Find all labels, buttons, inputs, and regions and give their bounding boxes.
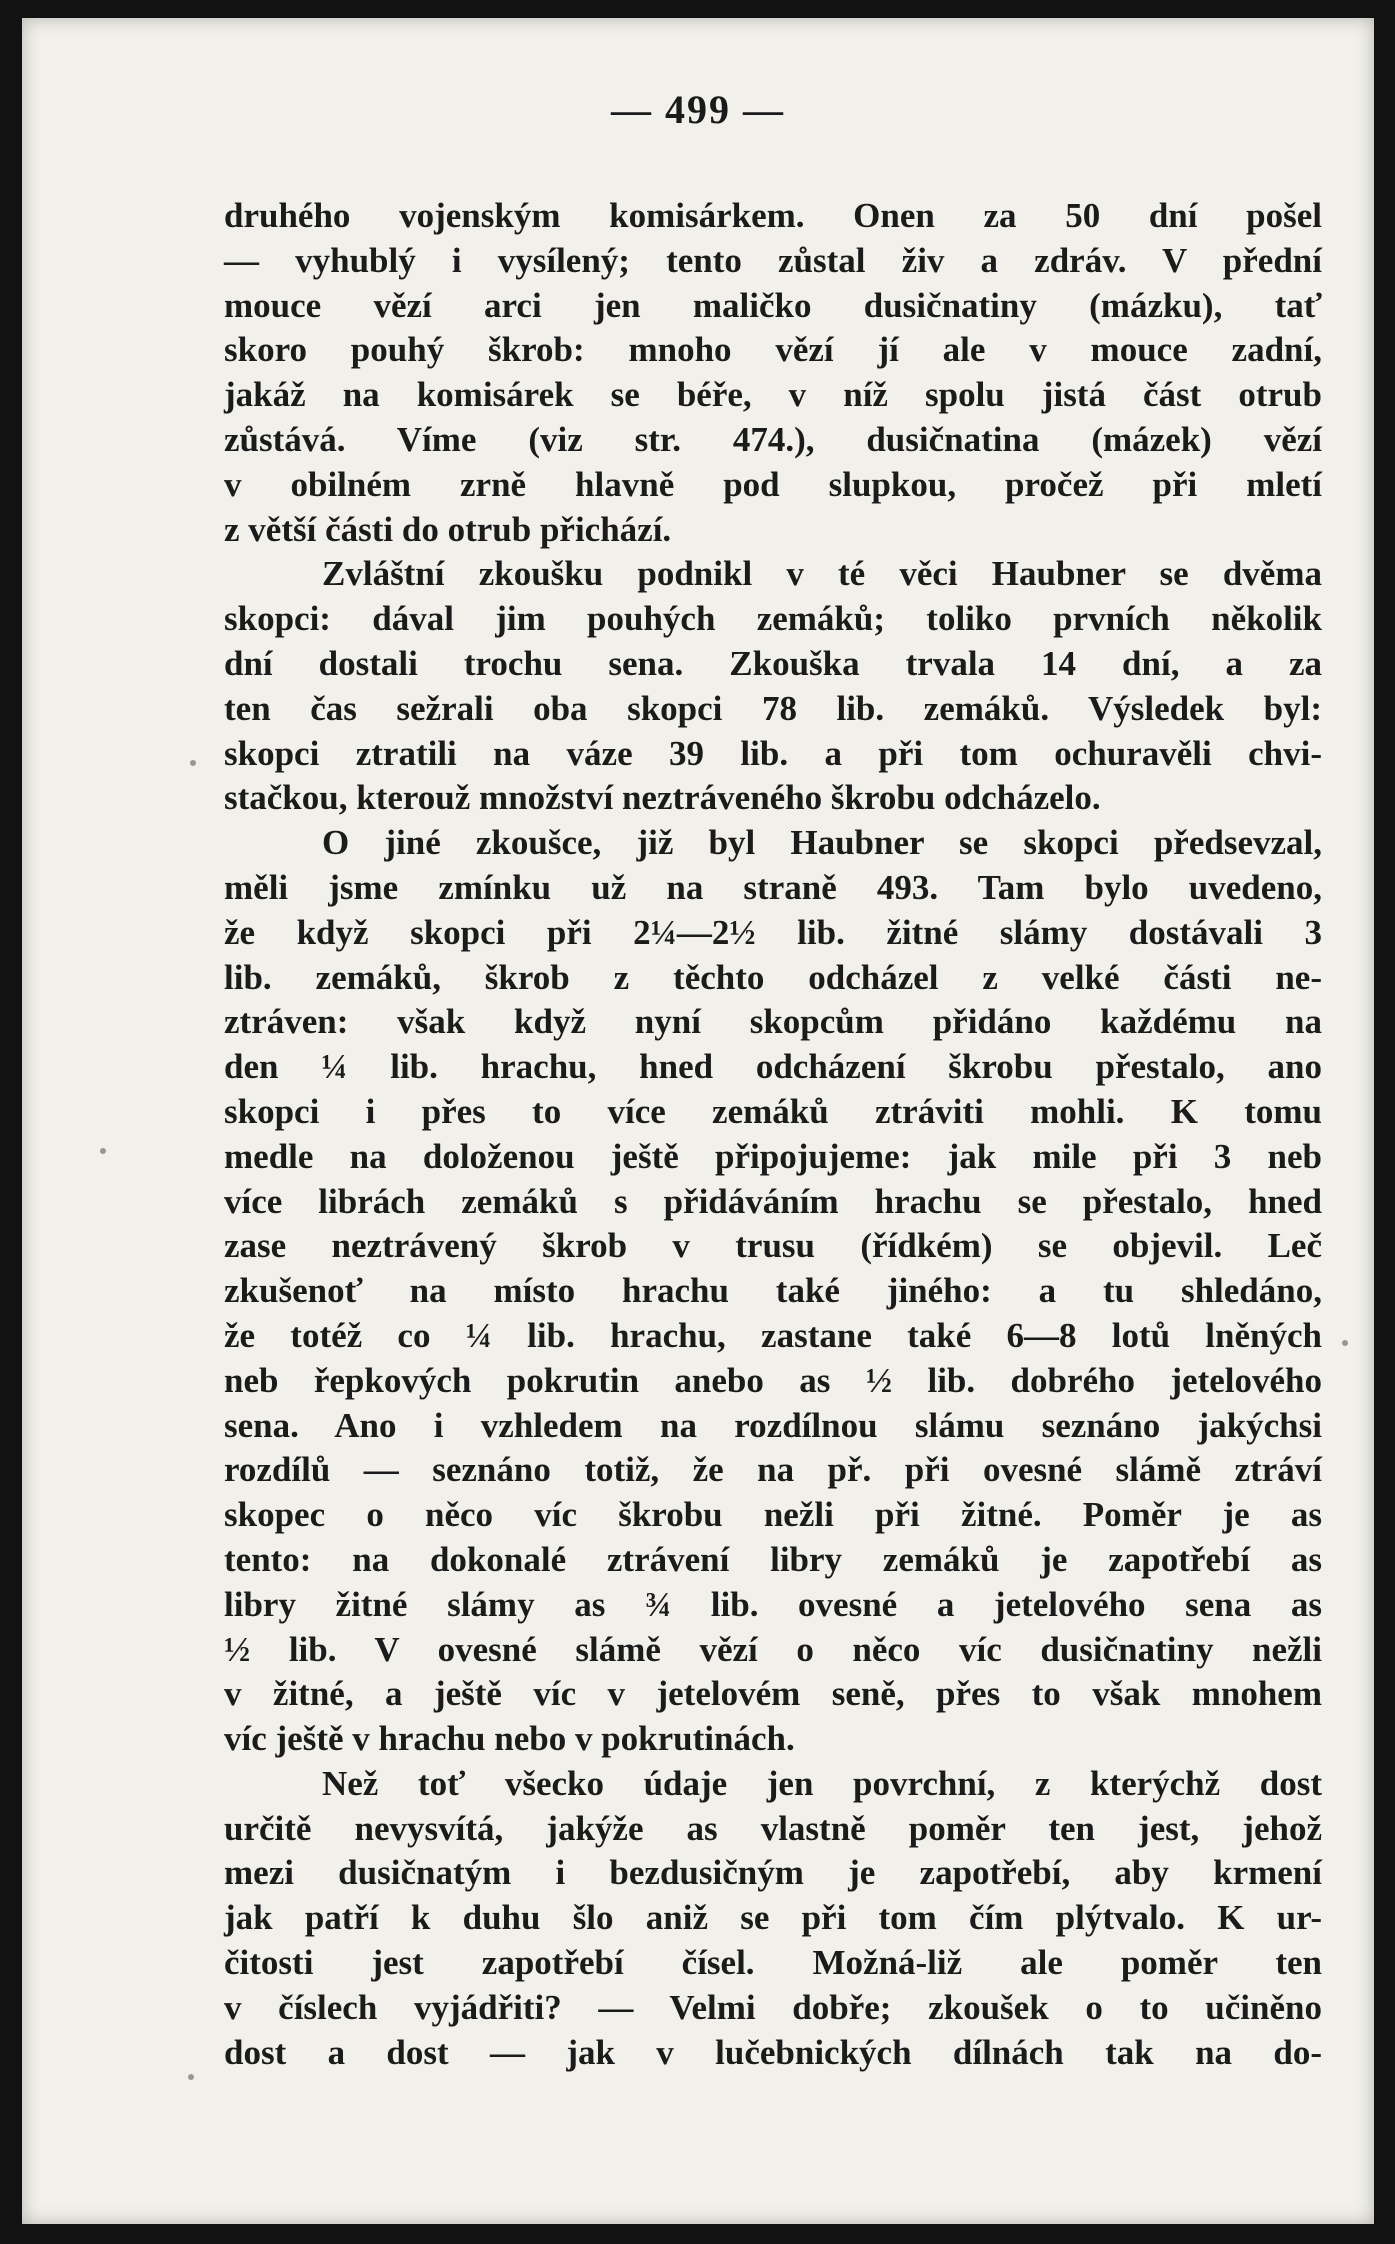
text-line: měli jsme zmínku už na straně 493. Tam bylo uvedeno, [224,867,1322,907]
text-line: ztráven: však když nyní skopcům přidáno každému na [224,1002,1322,1042]
paragraph-2 [224,552,1322,821]
text-line: den ¼ lib. hrachu, hned odcházení škrobu přestalo, ano [224,1047,1322,1087]
text-line: zase neztrávený škrob v trusu (řídkém) se objevil. Leč [224,1226,1322,1266]
page-number: — 499 — [611,87,785,132]
ink-speck [190,760,196,766]
text-line: sena. Ano i vzhledem na rozdílnou slámu seznáno jakýchsi [224,1405,1322,1445]
text-line: tento: na dokonalé ztrávení libry zemáků je zapotřebí as [224,1539,1322,1579]
text-line: — vyhublý i vysílený; tento zůstal živ a zdráv. V přední [224,240,1322,280]
book-page [22,18,1374,2224]
body-text [224,194,1322,2075]
text-line: víc ještě v hrachu nebo v pokrutinách. [224,1719,795,1759]
text-line: ten čas sežrali oba skopci 78 lib. zemáků. Výsledek byl: [224,688,1322,728]
text-line: Zvláštní zkoušku podnikl v té věci Haubner se dvěma [322,554,1322,594]
text-line: skopci: dával jim pouhých zemáků; toliko prvních několik [224,599,1322,639]
text-line: stačkou, kterouž množství neztráveného škrobu odcházelo. [224,778,1101,818]
text-line: skopci ztratili na váze 39 lib. a při tom ochuravěli chvi- [224,733,1322,773]
text-line: libry žitné slámy as ¾ lib. ovesné a jetelového sena as [224,1584,1322,1624]
text-line: dost a dost — jak v lučebnických dílnách tak na do- [224,2032,1322,2072]
text-line: rozdílů — seznáno totiž, že na př. při ovesné slámě ztráví [224,1450,1322,1490]
text-line: jakáž na komisárek se béře, v níž spolu jistá část otrub [224,375,1322,415]
text-line: zůstává. Víme (viz str. 474.), dusičnatina (mázek) vězí [224,419,1322,459]
ink-speck [100,1148,106,1154]
paragraph-3 [224,821,1322,1762]
paragraph-4 [224,1762,1322,2076]
text-line: zkušenoť na místo hrachu také jiného: a tu shledáno, [224,1271,1322,1311]
text-line: z větší části do otrub přichází. [224,509,672,549]
text-line: v obilném zrně hlavně pod slupkou, pročež při mletí [224,464,1322,504]
ink-speck [188,2074,194,2080]
text-line: více librách zemáků s přidáváním hrachu se přestalo, hned [224,1181,1322,1221]
text-line: že totéž co ¼ lib. hrachu, zastane také 6—8 lotů lněných [224,1315,1322,1355]
text-line: skopci i přes to více zemáků ztráviti mohli. K tomu [224,1091,1322,1131]
text-line: že když skopci při 2¼—2½ lib. žitné slámy dostávali 3 [224,912,1322,952]
text-line: určitě nevysvítá, jakýže as vlastně poměr ten jest, jehož [224,1808,1322,1848]
paragraph-1 [224,194,1322,552]
text-line: neb řepkových pokrutin anebo as ½ lib. dobrého jetelového [224,1360,1322,1400]
text-line: medle na doloženou ještě připojujeme: jak mile při 3 neb [224,1136,1322,1176]
text-line: v číslech vyjádřiti? — Velmi dobře; zkoušek o to učiněno [224,1987,1322,2027]
text-line: jak patří k duhu šlo aniž se při tom čím plýtvalo. K ur- [224,1898,1322,1938]
text-line: skoro pouhý škrob: mnoho vězí jí ale v mouce zadní, [224,330,1322,370]
text-line: skopec o něco víc škrobu nežli při žitné. Poměr je as [224,1495,1322,1535]
text-line: O jiné zkoušce, již byl Haubner se skopci předsevzal, [322,823,1322,863]
text-line: v žitné, a ještě víc v jetelovém seně, přes to však mnohem [224,1674,1322,1714]
ink-speck [1342,1340,1348,1346]
text-line: druhého vojenským komisárkem. Onen za 50 dní pošel [224,196,1322,235]
text-line: lib. zemáků, škrob z těchto odcházel z velké části ne- [224,957,1322,997]
text-line: dní dostali trochu sena. Zkouška trvala 14 dní, a za [224,643,1322,683]
text-line: ½ lib. V ovesné slámě vězí o něco víc dusičnatiny nežli [224,1629,1322,1669]
text-line: Než toť všecko údaje jen povrchní, z kterýchž dost [322,1763,1322,1803]
text-line: mouce vězí arci jen maličko dusičnatiny (mázku), tať [224,285,1322,325]
text-line: mezi dusičnatým i bezdusičným je zapotřebí, aby krmení [224,1853,1322,1893]
text-line: čitosti jest zapotřebí čísel. Možná-liž ale poměr ten [224,1943,1322,1983]
